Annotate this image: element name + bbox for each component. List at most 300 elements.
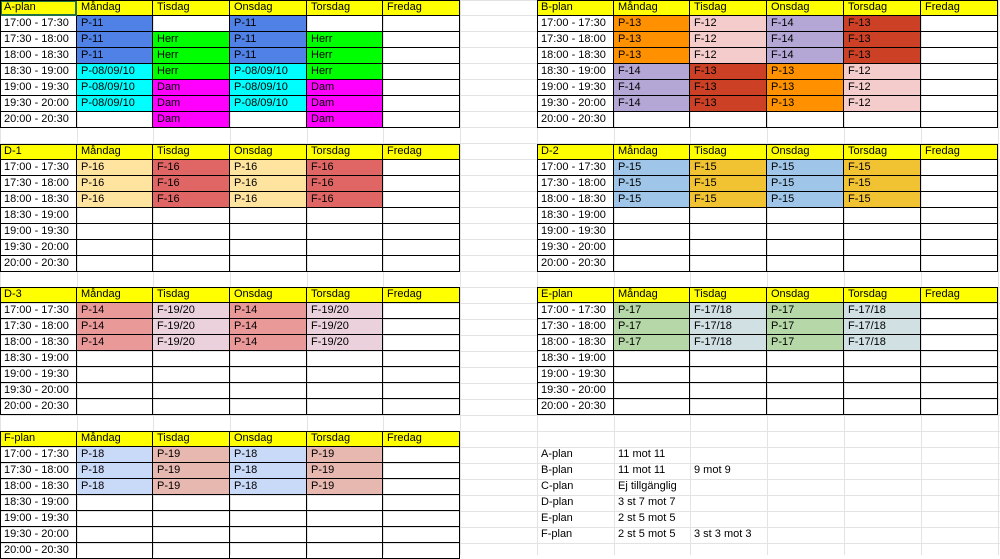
time-slot-cell[interactable]: 20:00 - 20:30 (537, 256, 614, 272)
schedule-cell[interactable] (153, 351, 230, 367)
schedule-cell[interactable] (383, 112, 460, 128)
time-slot-cell[interactable]: 19:30 - 20:00 (0, 527, 77, 543)
schedule-cell[interactable]: P-18 (230, 463, 307, 479)
schedule-cell[interactable] (921, 367, 998, 383)
time-slot-cell[interactable]: 17:00 - 17:30 (0, 16, 77, 32)
schedule-cell[interactable] (921, 176, 998, 192)
schedule-cell[interactable] (230, 383, 307, 399)
time-slot-cell[interactable]: 18:30 - 19:00 (537, 351, 614, 367)
schedule-cell[interactable] (77, 240, 153, 256)
schedule-cell[interactable]: F-13 (690, 80, 767, 96)
time-slot-cell[interactable]: 17:00 - 17:30 (537, 160, 614, 176)
schedule-cell[interactable] (383, 16, 460, 32)
schedule-cell[interactable] (614, 351, 690, 367)
day-header-fredag[interactable]: Fredag (921, 287, 998, 303)
schedule-cell[interactable] (921, 256, 998, 272)
schedule-cell[interactable] (77, 224, 153, 240)
schedule-cell[interactable] (767, 256, 844, 272)
time-slot-cell[interactable]: 20:00 - 20:30 (537, 112, 614, 128)
schedule-cell[interactable]: F-13 (844, 32, 921, 48)
day-header-torsdag[interactable]: Torsdag (307, 287, 383, 303)
table-title-f-plan[interactable]: F-plan (0, 431, 77, 447)
schedule-cell[interactable]: F-12 (844, 96, 921, 112)
day-header-måndag[interactable]: Måndag (77, 287, 153, 303)
schedule-cell[interactable] (844, 351, 921, 367)
summary-alt-format-value[interactable] (690, 447, 844, 463)
time-slot-cell[interactable]: 17:00 - 17:30 (0, 160, 77, 176)
schedule-cell[interactable]: P-18 (77, 479, 153, 495)
schedule-cell[interactable]: F-12 (690, 48, 767, 64)
schedule-cell[interactable] (77, 367, 153, 383)
schedule-cell[interactable]: F-12 (690, 32, 767, 48)
time-slot-cell[interactable]: 17:30 - 18:00 (537, 319, 614, 335)
schedule-cell[interactable] (153, 399, 230, 415)
schedule-cell[interactable]: F-17/18 (844, 335, 921, 351)
schedule-cell[interactable]: P-11 (77, 32, 153, 48)
schedule-cell[interactable]: F-14 (767, 16, 844, 32)
schedule-cell[interactable] (921, 160, 998, 176)
time-slot-cell[interactable]: 19:00 - 19:30 (0, 224, 77, 240)
schedule-cell[interactable] (690, 367, 767, 383)
schedule-cell[interactable] (921, 64, 998, 80)
schedule-cell[interactable] (383, 192, 460, 208)
schedule-cell[interactable] (614, 383, 690, 399)
schedule-cell[interactable] (383, 511, 460, 527)
schedule-cell[interactable] (383, 48, 460, 64)
schedule-cell[interactable]: P-13 (614, 48, 690, 64)
schedule-cell[interactable]: P-16 (77, 176, 153, 192)
summary-format-value[interactable]: Ej tillgänglig (618, 480, 677, 492)
schedule-cell[interactable]: Dam (307, 80, 383, 96)
schedule-cell[interactable] (153, 208, 230, 224)
schedule-cell[interactable]: P-17 (614, 303, 690, 319)
schedule-cell[interactable]: P-19 (153, 463, 230, 479)
schedule-cell[interactable]: F-14 (767, 48, 844, 64)
time-slot-cell[interactable]: 19:30 - 20:00 (0, 96, 77, 112)
schedule-cell[interactable] (383, 224, 460, 240)
day-header-onsdag[interactable]: Onsdag (230, 0, 307, 16)
schedule-cell[interactable] (921, 208, 998, 224)
schedule-cell[interactable] (383, 32, 460, 48)
day-header-måndag[interactable]: Måndag (614, 144, 690, 160)
summary-plan-label[interactable]: C-plan (541, 480, 574, 492)
schedule-cell[interactable]: F-15 (844, 176, 921, 192)
schedule-cell[interactable]: P-11 (77, 16, 153, 32)
schedule-cell[interactable] (307, 367, 383, 383)
schedule-cell[interactable] (383, 479, 460, 495)
schedule-cell[interactable] (77, 399, 153, 415)
time-slot-cell[interactable]: 17:00 - 17:30 (0, 303, 77, 319)
schedule-cell[interactable] (153, 527, 230, 543)
table-title-d-2[interactable]: D-2 (537, 144, 614, 160)
schedule-cell[interactable] (153, 240, 230, 256)
schedule-cell[interactable] (921, 240, 998, 256)
schedule-cell[interactable] (383, 208, 460, 224)
schedule-cell[interactable] (307, 511, 383, 527)
time-slot-cell[interactable]: 17:30 - 18:00 (537, 176, 614, 192)
schedule-cell[interactable]: F-19/20 (307, 319, 383, 335)
schedule-cell[interactable]: Dam (307, 112, 383, 128)
schedule-cell[interactable]: Dam (153, 96, 230, 112)
schedule-cell[interactable] (230, 240, 307, 256)
schedule-cell[interactable] (383, 176, 460, 192)
day-header-torsdag[interactable]: Torsdag (844, 0, 921, 16)
schedule-cell[interactable]: P-17 (614, 335, 690, 351)
schedule-cell[interactable]: F-14 (614, 64, 690, 80)
schedule-cell[interactable]: P-16 (230, 192, 307, 208)
schedule-cell[interactable]: P-14 (230, 335, 307, 351)
schedule-cell[interactable]: P-17 (767, 303, 844, 319)
schedule-cell[interactable]: P-15 (614, 192, 690, 208)
schedule-cell[interactable]: P-13 (767, 96, 844, 112)
schedule-cell[interactable] (383, 335, 460, 351)
day-header-onsdag[interactable]: Onsdag (230, 287, 307, 303)
time-slot-cell[interactable]: 17:00 - 17:30 (537, 16, 614, 32)
summary-plan-label[interactable]: A-plan (541, 448, 573, 460)
schedule-cell[interactable] (153, 256, 230, 272)
time-slot-cell[interactable]: 18:00 - 18:30 (0, 192, 77, 208)
schedule-cell[interactable] (844, 367, 921, 383)
schedule-cell[interactable] (307, 256, 383, 272)
schedule-cell[interactable]: F-13 (690, 64, 767, 80)
schedule-cell[interactable] (307, 543, 383, 559)
time-slot-cell[interactable]: 17:30 - 18:00 (0, 319, 77, 335)
schedule-cell[interactable] (383, 367, 460, 383)
time-slot-cell[interactable]: 20:00 - 20:30 (537, 399, 614, 415)
time-slot-cell[interactable]: 19:30 - 20:00 (537, 383, 614, 399)
day-header-tisdag[interactable]: Tisdag (153, 144, 230, 160)
schedule-cell[interactable] (767, 383, 844, 399)
schedule-cell[interactable] (921, 383, 998, 399)
schedule-cell[interactable] (383, 240, 460, 256)
schedule-cell[interactable]: F-14 (614, 80, 690, 96)
time-slot-cell[interactable]: 19:30 - 20:00 (537, 240, 614, 256)
schedule-cell[interactable] (844, 112, 921, 128)
day-header-måndag[interactable]: Måndag (77, 431, 153, 447)
day-header-måndag[interactable]: Måndag (614, 287, 690, 303)
schedule-cell[interactable] (921, 192, 998, 208)
table-title-d-3[interactable]: D-3 (0, 287, 77, 303)
summary-plan-label[interactable]: E-plan (541, 512, 573, 524)
schedule-cell[interactable] (153, 224, 230, 240)
schedule-cell[interactable] (230, 399, 307, 415)
schedule-cell[interactable]: Herr (153, 48, 230, 64)
time-slot-cell[interactable]: 20:00 - 20:30 (0, 543, 77, 559)
schedule-cell[interactable] (383, 351, 460, 367)
day-header-tisdag[interactable]: Tisdag (690, 0, 767, 16)
day-header-torsdag[interactable]: Torsdag (307, 144, 383, 160)
day-header-onsdag[interactable]: Onsdag (230, 144, 307, 160)
day-header-tisdag[interactable]: Tisdag (153, 0, 230, 16)
time-slot-cell[interactable]: 18:00 - 18:30 (0, 48, 77, 64)
schedule-cell[interactable]: P-08/09/10 (230, 64, 307, 80)
schedule-cell[interactable] (921, 224, 998, 240)
schedule-cell[interactable] (614, 367, 690, 383)
day-header-onsdag[interactable]: Onsdag (767, 287, 844, 303)
time-slot-cell[interactable]: 19:00 - 19:30 (0, 511, 77, 527)
schedule-cell[interactable]: P-15 (767, 176, 844, 192)
schedule-cell[interactable]: Herr (153, 32, 230, 48)
schedule-cell[interactable]: P-13 (767, 80, 844, 96)
day-header-onsdag[interactable]: Onsdag (767, 0, 844, 16)
schedule-cell[interactable] (230, 543, 307, 559)
schedule-cell[interactable] (383, 64, 460, 80)
schedule-cell[interactable]: F-13 (690, 96, 767, 112)
schedule-cell[interactable] (77, 351, 153, 367)
schedule-cell[interactable]: F-19/20 (153, 335, 230, 351)
schedule-cell[interactable] (77, 208, 153, 224)
schedule-cell[interactable]: F-17/18 (690, 335, 767, 351)
schedule-cell[interactable] (230, 511, 307, 527)
day-header-måndag[interactable]: Måndag (77, 144, 153, 160)
schedule-cell[interactable] (844, 383, 921, 399)
schedule-cell[interactable] (690, 240, 767, 256)
time-slot-cell[interactable]: 18:00 - 18:30 (537, 335, 614, 351)
schedule-cell[interactable] (921, 112, 998, 128)
schedule-cell[interactable]: P-18 (77, 447, 153, 463)
schedule-cell[interactable] (307, 383, 383, 399)
schedule-cell[interactable] (307, 399, 383, 415)
time-slot-cell[interactable]: 18:30 - 19:00 (0, 495, 77, 511)
schedule-cell[interactable]: P-16 (230, 160, 307, 176)
table-title-a-plan[interactable]: A-plan (0, 0, 77, 16)
day-header-torsdag[interactable]: Torsdag (844, 144, 921, 160)
time-slot-cell[interactable]: 19:30 - 20:00 (0, 383, 77, 399)
time-slot-cell[interactable]: 19:00 - 19:30 (537, 224, 614, 240)
schedule-cell[interactable]: F-17/18 (844, 319, 921, 335)
schedule-cell[interactable] (230, 224, 307, 240)
schedule-cell[interactable] (230, 208, 307, 224)
schedule-cell[interactable] (153, 367, 230, 383)
schedule-cell[interactable] (307, 208, 383, 224)
day-header-måndag[interactable]: Måndag (614, 0, 690, 16)
schedule-cell[interactable]: F-14 (767, 32, 844, 48)
schedule-cell[interactable]: P-19 (153, 479, 230, 495)
schedule-cell[interactable]: P-18 (77, 463, 153, 479)
day-header-tisdag[interactable]: Tisdag (690, 287, 767, 303)
schedule-cell[interactable] (383, 495, 460, 511)
schedule-cell[interactable]: F-16 (307, 160, 383, 176)
schedule-cell[interactable] (77, 112, 153, 128)
schedule-cell[interactable]: P-15 (614, 160, 690, 176)
schedule-cell[interactable]: P-16 (77, 160, 153, 176)
day-header-fredag[interactable]: Fredag (383, 287, 460, 303)
schedule-cell[interactable]: P-15 (767, 160, 844, 176)
summary-format-value[interactable]: 11 mot 11 (618, 448, 666, 460)
time-slot-cell[interactable]: 17:30 - 18:00 (0, 32, 77, 48)
schedule-cell[interactable]: P-17 (614, 319, 690, 335)
schedule-cell[interactable] (230, 527, 307, 543)
day-header-tisdag[interactable]: Tisdag (153, 431, 230, 447)
time-slot-cell[interactable]: 17:30 - 18:00 (0, 463, 77, 479)
schedule-cell[interactable] (153, 16, 230, 32)
schedule-cell[interactable] (307, 495, 383, 511)
schedule-cell[interactable]: P-19 (307, 447, 383, 463)
schedule-cell[interactable] (767, 351, 844, 367)
schedule-cell[interactable] (77, 256, 153, 272)
schedule-cell[interactable]: P-11 (77, 48, 153, 64)
schedule-cell[interactable] (383, 543, 460, 559)
schedule-cell[interactable]: F-15 (844, 192, 921, 208)
schedule-cell[interactable] (383, 96, 460, 112)
schedule-cell[interactable] (690, 224, 767, 240)
schedule-cell[interactable]: P-08/09/10 (77, 80, 153, 96)
schedule-cell[interactable]: F-17/18 (690, 303, 767, 319)
summary-format-value[interactable]: 11 mot 11 (618, 464, 666, 476)
schedule-cell[interactable] (614, 112, 690, 128)
schedule-cell[interactable]: F-17/18 (844, 303, 921, 319)
schedule-cell[interactable]: F-19/20 (307, 335, 383, 351)
schedule-cell[interactable]: Dam (153, 112, 230, 128)
schedule-cell[interactable]: Herr (307, 48, 383, 64)
schedule-cell[interactable]: F-15 (844, 160, 921, 176)
schedule-cell[interactable]: P-08/09/10 (77, 64, 153, 80)
schedule-cell[interactable]: F-14 (614, 96, 690, 112)
summary-plan-label[interactable]: B-plan (541, 464, 573, 476)
schedule-cell[interactable] (921, 80, 998, 96)
schedule-cell[interactable] (921, 32, 998, 48)
day-header-torsdag[interactable]: Torsdag (307, 431, 383, 447)
schedule-cell[interactable]: Herr (153, 64, 230, 80)
schedule-cell[interactable]: F-12 (844, 80, 921, 96)
schedule-cell[interactable]: P-13 (614, 16, 690, 32)
day-header-tisdag[interactable]: Tisdag (153, 287, 230, 303)
schedule-cell[interactable] (921, 16, 998, 32)
summary-alt-format-value[interactable]: 9 mot 9 (694, 464, 731, 476)
schedule-cell[interactable] (921, 335, 998, 351)
schedule-cell[interactable] (921, 319, 998, 335)
schedule-cell[interactable]: P-14 (230, 319, 307, 335)
table-title-b-plan[interactable]: B-plan (537, 0, 614, 16)
schedule-cell[interactable] (614, 240, 690, 256)
day-header-torsdag[interactable]: Torsdag (844, 287, 921, 303)
time-slot-cell[interactable]: 18:00 - 18:30 (537, 192, 614, 208)
schedule-cell[interactable]: F-15 (690, 192, 767, 208)
day-header-onsdag[interactable]: Onsdag (230, 431, 307, 447)
schedule-cell[interactable]: P-08/09/10 (230, 80, 307, 96)
schedule-cell[interactable] (77, 495, 153, 511)
schedule-cell[interactable]: P-15 (767, 192, 844, 208)
time-slot-cell[interactable]: 19:30 - 20:00 (0, 240, 77, 256)
schedule-cell[interactable] (690, 112, 767, 128)
schedule-cell[interactable]: F-17/18 (690, 319, 767, 335)
schedule-cell[interactable]: F-16 (153, 176, 230, 192)
schedule-cell[interactable] (153, 543, 230, 559)
time-slot-cell[interactable]: 19:00 - 19:30 (0, 80, 77, 96)
schedule-cell[interactable]: P-19 (307, 463, 383, 479)
schedule-cell[interactable] (844, 224, 921, 240)
schedule-cell[interactable] (614, 224, 690, 240)
schedule-cell[interactable] (690, 351, 767, 367)
schedule-cell[interactable]: P-11 (230, 16, 307, 32)
schedule-cell[interactable]: F-19/20 (153, 303, 230, 319)
summary-alt-format-value[interactable]: 3 st 3 mot 3 (694, 528, 752, 540)
schedule-cell[interactable] (383, 256, 460, 272)
schedule-cell[interactable]: P-14 (77, 319, 153, 335)
schedule-cell[interactable] (767, 112, 844, 128)
time-slot-cell[interactable]: 19:00 - 19:30 (0, 367, 77, 383)
schedule-cell[interactable] (921, 96, 998, 112)
summary-alt-format-value[interactable] (690, 495, 844, 511)
schedule-cell[interactable] (690, 399, 767, 415)
schedule-cell[interactable]: P-17 (767, 335, 844, 351)
schedule-cell[interactable]: P-18 (230, 479, 307, 495)
time-slot-cell[interactable]: 18:00 - 18:30 (0, 479, 77, 495)
time-slot-cell[interactable]: 19:00 - 19:30 (537, 367, 614, 383)
schedule-cell[interactable] (690, 256, 767, 272)
schedule-cell[interactable]: P-19 (153, 447, 230, 463)
schedule-cell[interactable]: Herr (307, 64, 383, 80)
summary-plan-label[interactable]: F-plan (541, 528, 573, 540)
day-header-fredag[interactable]: Fredag (383, 0, 460, 16)
time-slot-cell[interactable]: 18:30 - 19:00 (0, 351, 77, 367)
time-slot-cell[interactable]: 17:30 - 18:00 (537, 32, 614, 48)
schedule-cell[interactable] (307, 16, 383, 32)
schedule-cell[interactable]: Dam (153, 80, 230, 96)
schedule-cell[interactable]: F-13 (844, 16, 921, 32)
time-slot-cell[interactable]: 19:00 - 19:30 (537, 80, 614, 96)
schedule-cell[interactable] (77, 383, 153, 399)
schedule-cell[interactable] (614, 399, 690, 415)
schedule-cell[interactable] (307, 527, 383, 543)
schedule-cell[interactable]: F-15 (690, 160, 767, 176)
schedule-cell[interactable]: Dam (307, 96, 383, 112)
schedule-cell[interactable]: P-08/09/10 (77, 96, 153, 112)
schedule-cell[interactable]: F-15 (690, 176, 767, 192)
time-slot-cell[interactable]: 19:30 - 20:00 (537, 96, 614, 112)
schedule-cell[interactable]: F-12 (844, 64, 921, 80)
schedule-cell[interactable]: P-13 (614, 32, 690, 48)
schedule-cell[interactable] (307, 240, 383, 256)
time-slot-cell[interactable]: 18:00 - 18:30 (537, 48, 614, 64)
time-slot-cell[interactable]: 18:30 - 19:00 (537, 64, 614, 80)
schedule-cell[interactable] (844, 240, 921, 256)
schedule-cell[interactable] (77, 543, 153, 559)
time-slot-cell[interactable]: 20:00 - 20:30 (0, 256, 77, 272)
summary-alt-format-value[interactable] (690, 479, 844, 495)
schedule-cell[interactable]: P-14 (77, 335, 153, 351)
time-slot-cell[interactable]: 20:00 - 20:30 (0, 112, 77, 128)
schedule-cell[interactable] (383, 319, 460, 335)
schedule-cell[interactable] (153, 511, 230, 527)
schedule-cell[interactable]: P-16 (230, 176, 307, 192)
schedule-cell[interactable] (77, 511, 153, 527)
time-slot-cell[interactable]: 17:30 - 18:00 (0, 176, 77, 192)
schedule-cell[interactable] (383, 447, 460, 463)
schedule-cell[interactable] (767, 240, 844, 256)
schedule-cell[interactable] (614, 256, 690, 272)
schedule-cell[interactable]: F-16 (153, 192, 230, 208)
schedule-cell[interactable] (153, 383, 230, 399)
day-header-fredag[interactable]: Fredag (921, 144, 998, 160)
schedule-cell[interactable] (307, 224, 383, 240)
schedule-cell[interactable] (153, 495, 230, 511)
schedule-cell[interactable]: F-12 (690, 16, 767, 32)
schedule-cell[interactable]: F-16 (153, 160, 230, 176)
schedule-cell[interactable] (383, 383, 460, 399)
schedule-cell[interactable] (383, 80, 460, 96)
schedule-cell[interactable]: P-16 (77, 192, 153, 208)
day-header-fredag[interactable]: Fredag (383, 144, 460, 160)
schedule-cell[interactable]: P-08/09/10 (230, 96, 307, 112)
schedule-cell[interactable] (767, 399, 844, 415)
schedule-cell[interactable] (230, 112, 307, 128)
schedule-cell[interactable] (921, 48, 998, 64)
schedule-cell[interactable] (690, 208, 767, 224)
schedule-cell[interactable]: F-16 (307, 176, 383, 192)
schedule-cell[interactable] (383, 463, 460, 479)
schedule-cell[interactable] (921, 399, 998, 415)
